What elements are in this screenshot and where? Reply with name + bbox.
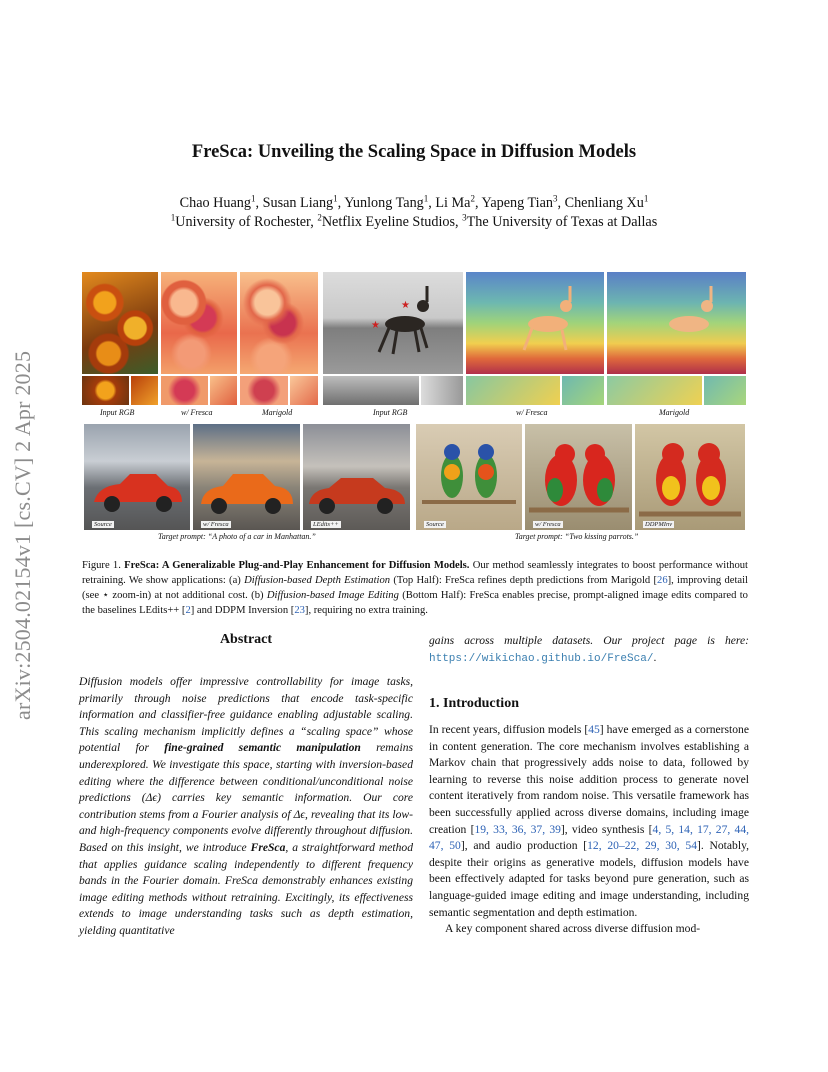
- paper-title: FreSca: Unveiling the Scaling Space in Diffusion Models: [191, 142, 637, 162]
- author-name: Chenliang Xu: [564, 195, 644, 211]
- tag-ledits: LEdits++: [313, 521, 339, 528]
- label-w-fresca: w/ Fresca: [516, 408, 548, 417]
- image-cat-marigold-zoom-a: [607, 376, 702, 405]
- tag-source: Source: [94, 521, 112, 528]
- image-cat-input-zoom-b: [421, 376, 463, 405]
- author-name: Li Ma: [435, 195, 471, 211]
- cat-depth-silhouette: [607, 272, 746, 374]
- image-cat-fresca-zoom-b: [562, 376, 604, 405]
- image-flowers-marigold-depth: [240, 272, 318, 374]
- image-cat-fresca-depth: [466, 272, 604, 374]
- tag-w-fresca: w/ Fresca: [535, 521, 561, 528]
- image-parrots-source: [416, 424, 522, 530]
- image-flowers-fresca-zoom-a: [161, 376, 208, 405]
- author-name: Yapeng Tian: [481, 195, 554, 211]
- citation-link[interactable]: 23: [294, 605, 305, 616]
- label-input-rgb: Input RGB: [100, 408, 135, 417]
- author-name: Yunlong Tang: [344, 195, 424, 211]
- label-input-rgb: Input RGB: [373, 408, 408, 417]
- label-w-fresca: w/ Fresca: [181, 408, 213, 417]
- image-flowers-fresca-zoom-b: [210, 376, 237, 405]
- affiliations: $^1$University of Rochester, $^2$Netflix Eyeline Studios, $^3$The University of Texas at Dallas: [170, 212, 658, 230]
- image-parrots-ddpminv: [635, 424, 745, 530]
- tag-w-fresca: w/ Fresca: [203, 521, 229, 528]
- image-car-fresca: [193, 424, 300, 530]
- citation-link[interactable]: 26: [657, 575, 668, 586]
- author-list: Chao Huang$^1$, Susan Liang$^1$, Yunlong Tang$^1$, Li Ma$^2$, Yapeng Tian$^3$, Chenliang Xu$^1$: [179, 193, 649, 211]
- image-cat-input-zoom-a: [323, 376, 419, 405]
- abstract-continuation: gains across multiple datasets. Our project page is here: https://wikichao.github.io/FreSca/.: [429, 634, 749, 665]
- image-cat-marigold-depth: [607, 272, 746, 374]
- image-flowers-input: [82, 272, 158, 374]
- image-car-source: [84, 424, 190, 530]
- abstract-text: Diffusion models offer impressive controllability for image tasks, primarily through noise predictions that encode task-specific information and classifier-free guidance enabling adjustable scaling. This scaling mechanism implicitly defines a “scaling space” whose potential for fine-grained semantic manipulation remains underexplored. We investigate this space, starting with inversion-based editing where the difference between conditional/unconditional noise predictions (Δϵ) carries key semantic information. Our core contribution stems from a Fourier analysis of Δϵ, revealing that its low- and high-frequency components evolve differently throughout diffusion. Based on this insight, we introduce FreSca, a straightforward method that applies guidance scaling independently to different frequency bands in the Fourier domain. FreSca demonstrably enhances existing image editing methods without retraining. Excitingly, its effectiveness extends to image understanding tasks such as depth estimation, yielding quantitative: [79, 675, 414, 937]
- image-flowers-fresca-depth: [161, 272, 237, 374]
- tag-source: Source: [426, 521, 444, 528]
- section-heading-introduction: 1. Introduction: [429, 696, 519, 711]
- figure-caption: Figure 1. FreSca: A Generalizable Plug-and-Play Enhancement for Diffusion Models. Our method seamlessly integrates to boost performance without retraining. We show applications: (a) Diffusion-based Depth Estimation (Top Half): FreSca refines depth predictions from Marigold [26], improving detail (see ⋆ zoom-in) at not additional cost. (b) Diffusion-based Image Editing (Bottom Half): FreSca enables precise, prompt-aligned image edits compared to the baselines LEdits++ [2] and DDPM Inversion [23], requiring no extra training.: [82, 560, 748, 616]
- car-shape: [193, 424, 300, 530]
- parrots-shape: [525, 424, 632, 530]
- tag-ddpminv: DDPMInv: [645, 521, 673, 528]
- svg-text:★: ★: [401, 300, 410, 311]
- prompt-right: Target prompt: “Two kissing parrots.”: [515, 532, 639, 541]
- image-car-ledits: [303, 424, 410, 530]
- author-block: [0, 194, 828, 232]
- image-flowers-input-zoom-b: [131, 376, 158, 405]
- intro-paragraph: In recent years, diffusion models [45] have emerged as a cornerstone in content generation. The core mechanism involves establishing a Markov chain that progressively adds noise to data, followed by learning to reverse this noise addition process to generate novel content iteratively from random noise. This versatile framework has been successfully applied across diverse domains, including image creation [19, 33, 36, 37, 39], video synthesis [4, 5, 14, 17, 27, 44, 47, 50], and audio production [12, 20–22, 29, 30, 54]. Notably, despite their origins as generative models, diffusion models have been effectively adapted for tasks beyond pure generation, such as language-guided image editing and image understanding, including semantic segmentation and depth estimation. A key component shared across diverse diffusion mod-: [429, 722, 749, 938]
- author-name: Susan Liang: [262, 195, 334, 211]
- citation-link[interactable]: 12, 20–22, 29, 30, 54: [587, 839, 698, 853]
- image-flowers-input-zoom-a: [82, 376, 129, 405]
- project-page-link[interactable]: https://wikichao.github.io/FreSca/: [429, 652, 654, 665]
- cat-depth-silhouette: [466, 272, 604, 374]
- intro-paragraph-2: A key component shared across diverse diffusion mod-: [445, 922, 701, 936]
- label-marigold: Marigold: [262, 408, 293, 417]
- citation-link[interactable]: 4, 5, 14, 17, 27, 44, 47, 50: [429, 822, 750, 853]
- citation-link[interactable]: 19, 33, 36, 37, 39: [474, 822, 561, 836]
- image-cat-fresca-zoom-a: [466, 376, 560, 405]
- parrots-shape: [635, 424, 745, 530]
- prompt-left: Target prompt: “A photo of a car in Manhattan.”: [158, 532, 316, 541]
- abstract-heading: Abstract: [219, 632, 273, 647]
- image-flowers-marigold-zoom-a: [240, 376, 288, 405]
- label-marigold: Marigold: [659, 408, 690, 417]
- car-shape: [84, 424, 190, 530]
- author-name: Chao Huang: [179, 195, 251, 211]
- cat-silhouette: [323, 272, 463, 374]
- citation-link[interactable]: 45: [588, 723, 600, 736]
- image-parrots-fresca: [525, 424, 632, 530]
- image-cat-input: [323, 272, 463, 374]
- image-cat-marigold-zoom-b: [704, 376, 746, 405]
- arxiv-stamp: arXiv:2504.02154v1 [cs.CV] 2 Apr 2025: [10, 350, 35, 720]
- parrots-shape: [416, 424, 522, 530]
- svg-text:★: ★: [371, 320, 380, 331]
- citation-link[interactable]: 2: [185, 605, 191, 616]
- image-flowers-marigold-zoom-b: [290, 376, 318, 405]
- car-shape: [303, 424, 410, 530]
